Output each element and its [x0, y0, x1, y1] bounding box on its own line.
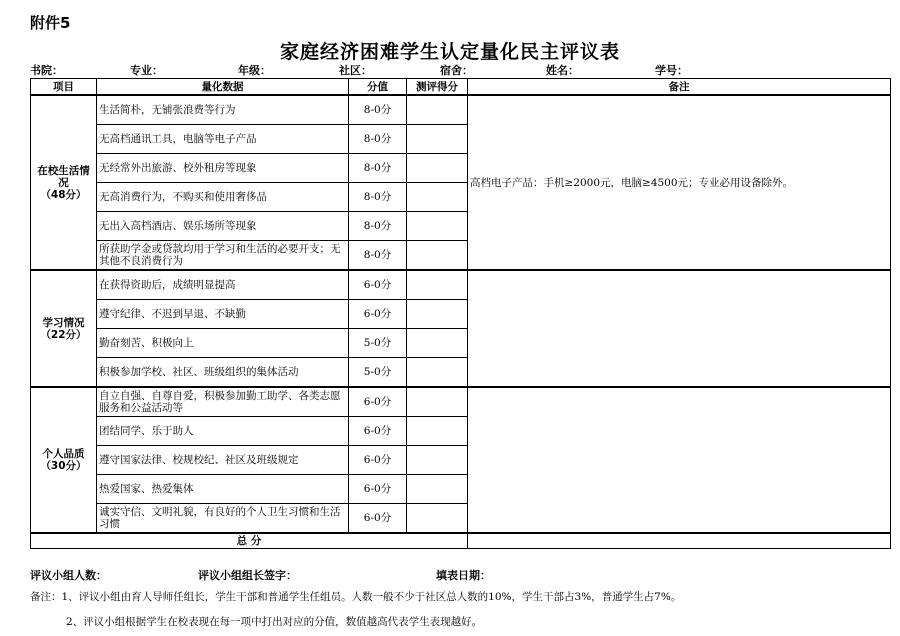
header-remark: 备注	[468, 79, 891, 96]
grade-label: 年级：	[238, 64, 271, 77]
remark-study	[468, 270, 891, 387]
indicator-text: 团结同学、乐于助人	[97, 417, 349, 446]
indicator-text: 无经常外出旅游、校外租房等现象	[97, 154, 349, 183]
eval-score-cell[interactable]	[407, 183, 468, 212]
total-row	[31, 533, 891, 549]
indicator-text: 在获得资助后，成绩明显提高	[97, 270, 349, 300]
score-range: 6-0分	[349, 300, 407, 329]
category-study: 学习情况 （22分）	[31, 270, 97, 387]
dorm-label: 宿舍：	[440, 64, 473, 77]
eval-score-cell[interactable]	[407, 154, 468, 183]
indicator-text: 所获助学金或贷款均用于学习和生活的必要开支；无其他不良消费行为	[97, 241, 349, 271]
eval-score-cell[interactable]	[407, 446, 468, 475]
score-range: 5-0分	[349, 329, 407, 358]
eval-score-cell[interactable]	[407, 241, 468, 271]
evaluation-table	[30, 78, 891, 549]
header-score: 分值	[349, 79, 407, 96]
total-label: 总 分	[31, 533, 468, 549]
indicator-text: 积极参加学校、社区、班级组织的集体活动	[97, 358, 349, 388]
eval-score-cell[interactable]	[407, 300, 468, 329]
major-label: 专业：	[130, 64, 163, 77]
table-row	[31, 95, 891, 125]
header-indicator: 量化数据	[97, 79, 349, 96]
note-line-1: 备注：1、评议小组由育人导师任组长，学生干部和普通学生任组员。人数一般不少于社区总人数的10%，学生干部占3%，普通学生占7%。	[30, 591, 682, 603]
attachment-label: 附件5	[30, 14, 71, 32]
eval-score-cell[interactable]	[407, 95, 468, 125]
indicator-text: 勤奋刻苦、积极向上	[97, 329, 349, 358]
eval-score-cell[interactable]	[407, 125, 468, 154]
eval-score-cell[interactable]	[407, 329, 468, 358]
table-row	[31, 270, 891, 300]
eval-score-cell[interactable]	[407, 417, 468, 446]
eval-score-cell[interactable]	[407, 270, 468, 300]
eval-score-cell[interactable]	[407, 475, 468, 504]
score-range: 6-0分	[349, 417, 407, 446]
indicator-text: 遵守纪律、不迟到早退、不缺勤	[97, 300, 349, 329]
eval-score-cell[interactable]	[407, 504, 468, 534]
indicator-text: 生活简朴，无铺张浪费等行为	[97, 95, 349, 125]
indicator-text: 自立自强、自尊自爱，积极参加勤工助学、各类志愿服务和公益活动等	[97, 387, 349, 417]
fill-date-label: 填表日期：	[436, 569, 491, 582]
score-range: 8-0分	[349, 183, 407, 212]
score-range: 6-0分	[349, 270, 407, 300]
header-item: 项目	[31, 79, 97, 96]
table-row	[31, 387, 891, 417]
eval-score-cell[interactable]	[407, 387, 468, 417]
remark-life: 高档电子产品：手机≥2000元，电脑≥4500元；专业必用设备除外。	[468, 95, 891, 270]
indicator-text: 诚实守信、文明礼貌，有良好的个人卫生习惯和生活习惯	[97, 504, 349, 534]
score-range: 6-0分	[349, 504, 407, 534]
score-range: 6-0分	[349, 446, 407, 475]
indicator-text: 无出入高档酒店、娱乐场所等现象	[97, 212, 349, 241]
group-count-label: 评议小组人数：	[30, 569, 107, 582]
remark-character	[468, 387, 891, 533]
indicator-text: 无高档通讯工具，电脑等电子产品	[97, 125, 349, 154]
leader-sign-label: 评议小组组长签字：	[198, 569, 297, 582]
community-label: 社区：	[339, 64, 372, 77]
table-header-row	[31, 79, 891, 96]
score-range: 8-0分	[349, 125, 407, 154]
indicator-text: 遵守国家法律、校规校纪、社区及班级规定	[97, 446, 349, 475]
header-eval: 测评得分	[407, 79, 468, 96]
indicator-text: 热爱国家、热爱集体	[97, 475, 349, 504]
student-id-label: 学号：	[655, 64, 688, 77]
score-range: 8-0分	[349, 95, 407, 125]
score-range: 5-0分	[349, 358, 407, 388]
form-title: 家庭经济困难学生认定量化民主评议表	[279, 41, 620, 63]
note-line-2: 2、评议小组根据学生在校表现在每一项中打出对应的分值，数值越高代表学生表现越好。	[66, 616, 483, 628]
eval-score-cell[interactable]	[407, 212, 468, 241]
total-value-cell[interactable]	[468, 533, 891, 549]
score-range: 6-0分	[349, 387, 407, 417]
score-range: 8-0分	[349, 154, 407, 183]
name-label: 姓名：	[546, 64, 579, 77]
eval-score-cell[interactable]	[407, 358, 468, 388]
score-range: 8-0分	[349, 241, 407, 271]
category-life: 在校生活情 况 （48分）	[31, 95, 97, 270]
category-character: 个人品质 （30分）	[31, 387, 97, 533]
college-label: 书院：	[30, 64, 63, 77]
score-range: 8-0分	[349, 212, 407, 241]
score-range: 6-0分	[349, 475, 407, 504]
indicator-text: 无高消费行为，不购买和使用奢侈品	[97, 183, 349, 212]
